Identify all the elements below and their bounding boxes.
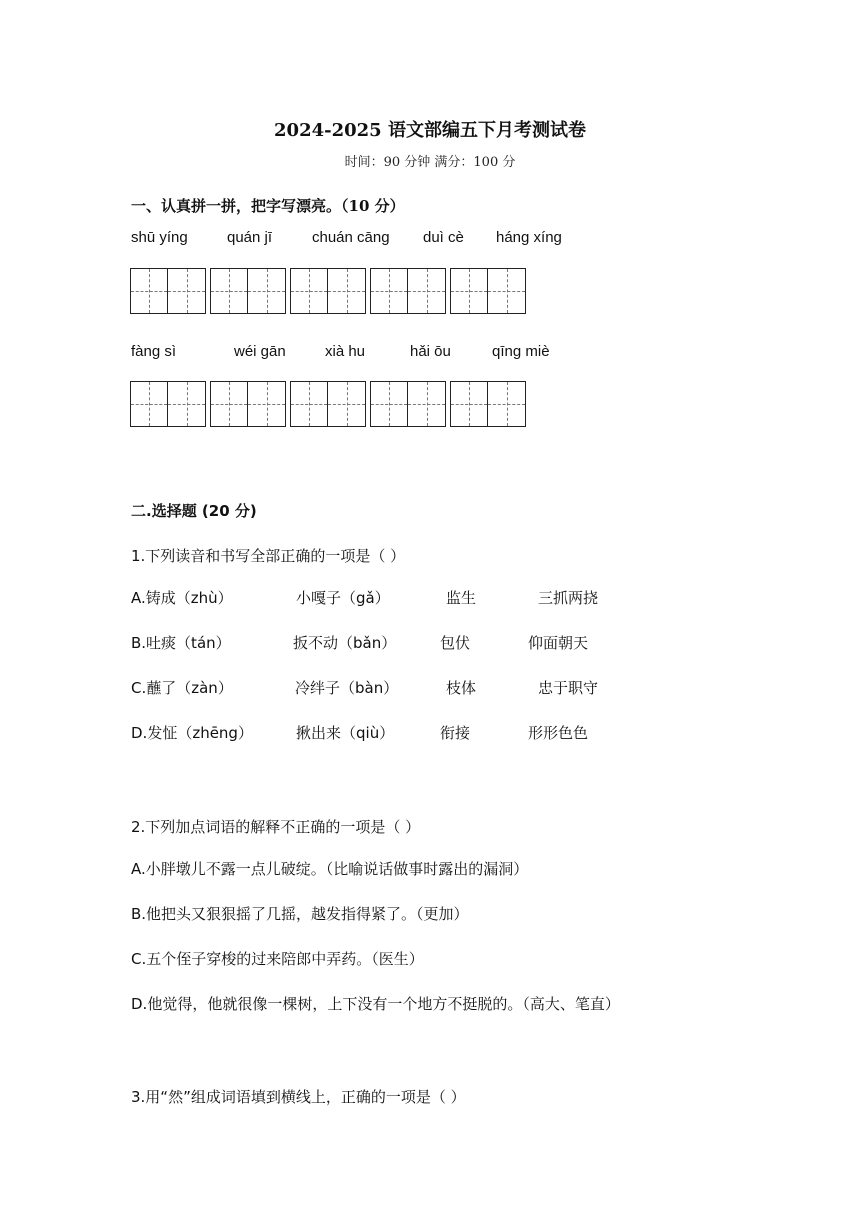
q1-option-c-3: 枝体 [446,679,477,697]
writing-box[interactable] [450,268,526,314]
q2-option-c: C.五个侄子穿梭的过来陪郎中弄药。（医生） [131,950,424,968]
page-title: 2024-2025 语文部编五下月考测试卷 [274,120,586,141]
pinyin-2-5: qīng miè [492,343,550,360]
writing-box[interactable] [370,268,446,314]
pinyin-1-3: chuán cāng [312,229,390,246]
writing-grid-row-1 [130,268,530,314]
pinyin-2-1: fàng sì [131,343,177,360]
q1-option-a-4: 三抓两挠 [538,589,599,607]
section2-heading: 二.选择题 (20 分) [131,502,257,520]
q1-option-b-1: B.吐痰（tán） [131,634,231,652]
writing-box[interactable] [290,381,366,427]
q1-option-c-1: C.蘸了（zàn） [131,679,233,697]
q1-option-a-2: 小嘎子（gǎ） [296,589,390,607]
q1-option-a-3: 监生 [446,589,477,607]
writing-box[interactable] [290,268,366,314]
pinyin-1-2: quán jī [227,229,273,246]
pinyin-2-2: wéi gān [234,343,286,360]
q1-option-d-4: 形形色色 [528,724,589,742]
q1-option-c-4: 忠于职守 [538,679,599,697]
q1-option-b-2: 扳不动（bǎn） [293,634,397,652]
q1-option-a-1: A.铸成（zhù） [131,589,233,607]
pinyin-2-3: xià hu [325,343,366,360]
pinyin-1-1: shū yíng [131,229,188,246]
q2-option-a: A.小胖墩儿不露一点儿破绽。（比喻说话做事时露出的漏洞） [131,860,529,878]
q1-option-d-3: 衔接 [440,724,471,742]
pinyin-2-4: hǎi ōu [410,343,451,360]
writing-box[interactable] [130,381,206,427]
writing-box[interactable] [210,268,286,314]
q1-option-d-2: 揪出来（qiù） [296,724,395,742]
writing-box[interactable] [130,268,206,314]
writing-box[interactable] [210,381,286,427]
question-3-stem: 3.用“然”组成词语填到横线上，正确的一项是（ ） [131,1088,466,1106]
exam-info: 时间：90 分钟 满分：100 分 [344,155,516,170]
writing-box[interactable] [450,381,526,427]
writing-grid-row-2 [130,381,530,427]
q1-option-c-2: 冷绊子（bàn） [295,679,399,697]
pinyin-1-5: háng xíng [496,229,562,246]
q2-option-b: B.他把头又狠狠摇了几摇，越发指得紧了。（更加） [131,905,469,923]
writing-box[interactable] [370,381,446,427]
q1-option-b-4: 仰面朝天 [528,634,589,652]
pinyin-1-4: duì cè [423,229,464,246]
q1-option-b-3: 包伏 [440,634,471,652]
section1-heading: 一、认真拼一拼，把字写漂亮。（10 分） [131,197,405,215]
q2-option-d: D.他觉得，他就很像一棵树，上下没有一个地方不挺脱的。（高大、笔直） [131,995,620,1013]
q1-option-d-1: D.发怔（zhēng） [131,724,253,742]
question-2-stem: 2.下列加点词语的解释不正确的一项是（ ） [131,818,421,836]
question-1-stem: 1.下列读音和书写全部正确的一项是（ ） [131,547,406,565]
